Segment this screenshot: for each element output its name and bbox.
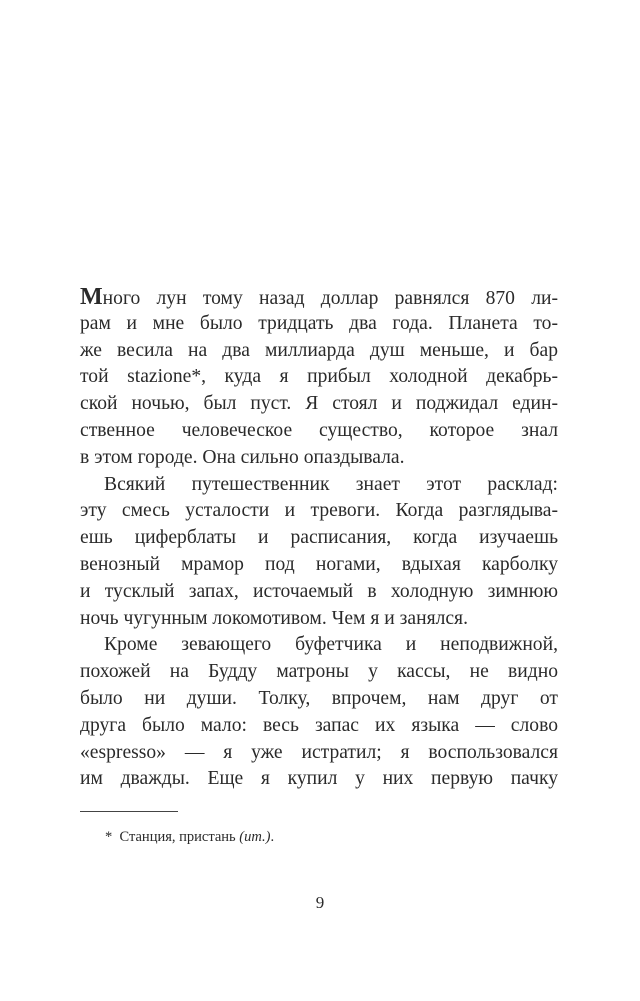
footnote-marker: * — [105, 829, 113, 845]
text-line — [80, 284, 558, 311]
footnote — [105, 829, 274, 846]
footnote-abbr: (ит.) — [239, 829, 271, 845]
text-line: ской ночью, был пуст. Я стоял и поджидал един- — [80, 393, 558, 415]
text-line: Кроме зевающего буфетчика и неподвижной, — [104, 634, 558, 656]
text-span: ного лун тому назад доллар равнялся 870 ли- — [102, 288, 558, 309]
text-line: Всякий путешественник знает этот расклад: — [104, 473, 558, 495]
text-line: той stazione*, куда я прибыл холодной декабрь- — [80, 366, 558, 388]
text-line: эту смесь усталости и тревоги. Когда разглядыва- — [80, 500, 558, 522]
body-text — [80, 284, 558, 793]
text-line: было ни души. Толку, впрочем, нам друг от — [80, 687, 558, 709]
text-line: ственное человеческое существо, которое знал — [80, 419, 558, 441]
drop-cap: М — [80, 284, 103, 310]
text-line: венозный мрамор под ногами, вдыхая карболку — [80, 553, 558, 575]
footnote-rule — [80, 811, 178, 812]
text-line: рам и мне было тридцать два года. Планета то- — [80, 312, 558, 334]
footnote-text: Станция, пристань — [119, 829, 236, 845]
text-line: в этом городе. Она сильно опаздывала. — [80, 446, 405, 468]
text-line: ешь циферблаты и расписания, когда изучаешь — [80, 527, 558, 549]
footnote-end: . — [270, 829, 275, 845]
text-line: похожей на Будду матроны у кассы, не видно — [80, 661, 558, 683]
page-number: 9 — [315, 893, 325, 912]
text-line: же весила на два миллиарда душ меньше, и бар — [80, 339, 558, 361]
text-line: друга было мало: весь запас их языка — слово — [80, 714, 558, 736]
text-line: и тусклый запах, источаемый в холодную зимнюю — [80, 580, 558, 602]
text-line: «espresso» — я уже истратил; я воспользовался — [80, 741, 558, 763]
text-line: им дважды. Еще я купил у них первую пачку — [80, 768, 558, 790]
text-line: ночь чугунным локомотивом. Чем я и занялся. — [80, 607, 468, 629]
